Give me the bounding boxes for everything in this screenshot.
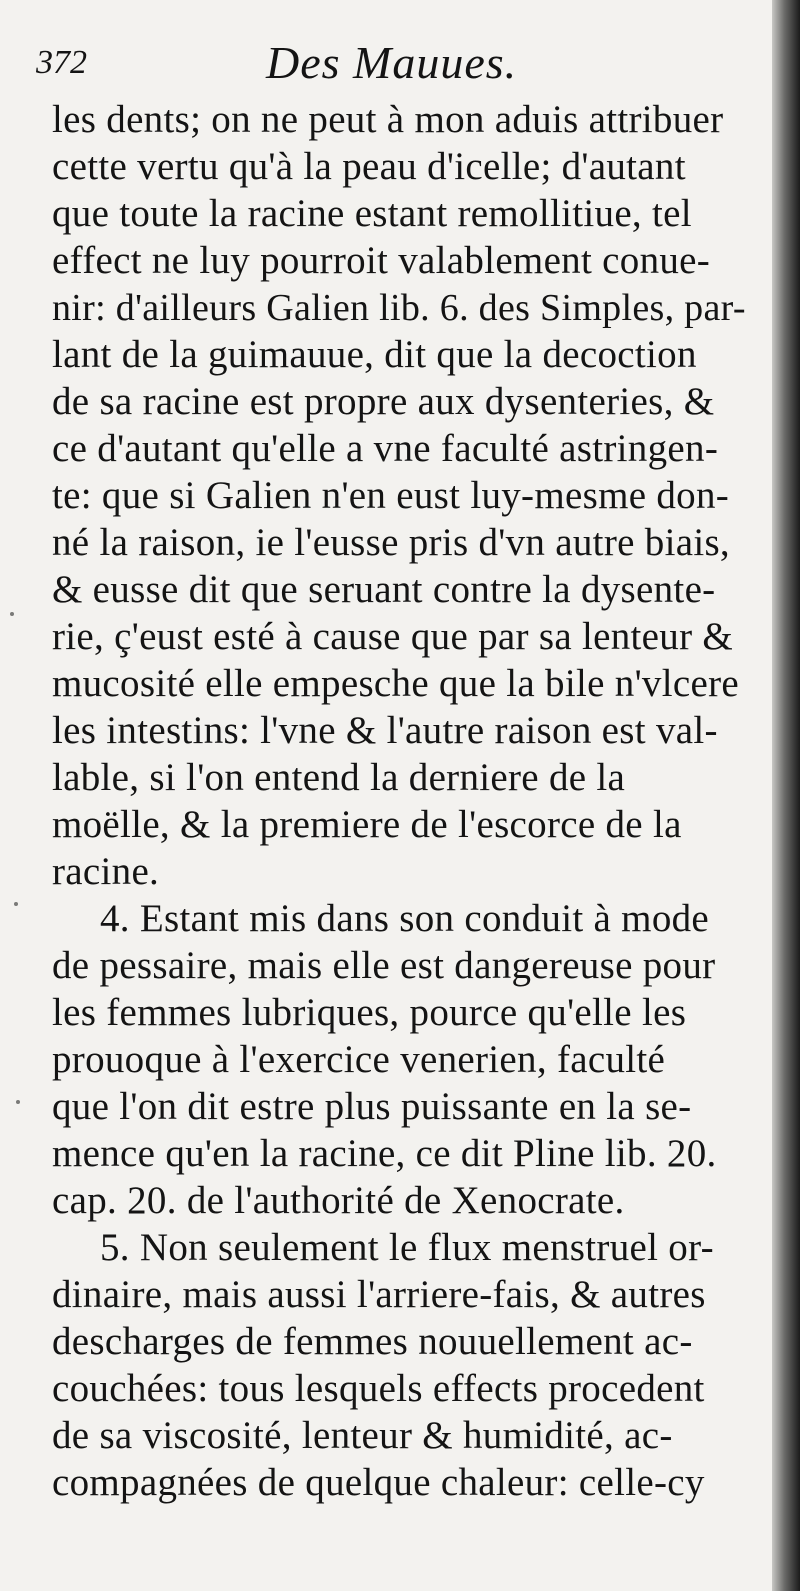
- text-line: & eusse dit que seruant contre la dysente-: [52, 568, 716, 611]
- text-line: racine.: [52, 850, 160, 893]
- text-line: né la raison, ie l'eusse pris d'vn autre biais,: [52, 521, 730, 564]
- text-line: cap. 20. de l'authorité de Xenocrate.: [52, 1179, 625, 1222]
- text-line: de sa racine est propre aux dysenteries, &: [52, 380, 715, 423]
- text-line: couchées: tous lesquels effects procedent: [52, 1367, 705, 1410]
- text-line: moëlle, & la premiere de l'escorce de la: [52, 803, 682, 846]
- page-number: 372: [36, 44, 87, 81]
- page-header: [36, 30, 736, 90]
- text-line: que toute la racine estant remollitiue, tel: [52, 192, 692, 235]
- text-line: lable, si l'on entend la derniere de la: [52, 756, 626, 799]
- text-line: les intestins: l'vne & l'autre raison est val-: [52, 709, 718, 752]
- text-line: compagnées de quelque chaleur: celle-cy: [52, 1461, 705, 1504]
- text-line: que l'on dit estre plus puissante en la se-: [52, 1085, 692, 1128]
- text-line: ce d'autant qu'elle a vne faculté astringen-: [52, 427, 719, 470]
- text-line: les femmes lubriques, pource qu'elle les: [52, 991, 687, 1034]
- text-line: 5. Non seulement le flux menstruel or-: [100, 1226, 714, 1269]
- text-line: cette vertu qu'à la peau d'icelle; d'autant: [52, 145, 686, 188]
- paper-speck: [10, 612, 14, 616]
- page-edge-shadow: [772, 0, 800, 1591]
- text-line: dinaire, mais aussi l'arriere-fais, & autres: [52, 1273, 706, 1316]
- text-line: nir: d'ailleurs Galien lib. 6. des Simples, par-: [52, 287, 746, 329]
- text-line: rie, ç'eust esté à cause que par sa lenteur &: [52, 615, 734, 658]
- text-line: de pessaire, mais elle est dangereuse pour: [52, 944, 716, 987]
- text-line: mence qu'en la racine, ce dit Pline lib. 20.: [52, 1132, 717, 1175]
- text-line: lant de la guimauue, dit que la decoction: [52, 333, 697, 376]
- text-line: de sa viscosité, lenteur & humidité, ac-: [52, 1414, 673, 1457]
- text-line: descharges de femmes nouuellement ac-: [52, 1320, 693, 1363]
- text-line: te: que si Galien n'en eust luy-mesme don-: [52, 474, 730, 517]
- text-line: les dents; on ne peut à mon aduis attribuer: [52, 98, 724, 141]
- text-line: prouoque à l'exercice venerien, faculté: [52, 1038, 666, 1081]
- text-line: effect ne luy pourroit valablement conue-: [52, 239, 711, 282]
- text-line: mucosité elle empesche que la bile n'vlcere: [52, 662, 739, 705]
- text-line: 4. Estant mis dans son conduit à mode: [100, 897, 710, 940]
- paper-speck: [16, 1100, 20, 1104]
- paper-speck: [14, 902, 18, 906]
- running-title: Des Mauues.: [266, 37, 518, 88]
